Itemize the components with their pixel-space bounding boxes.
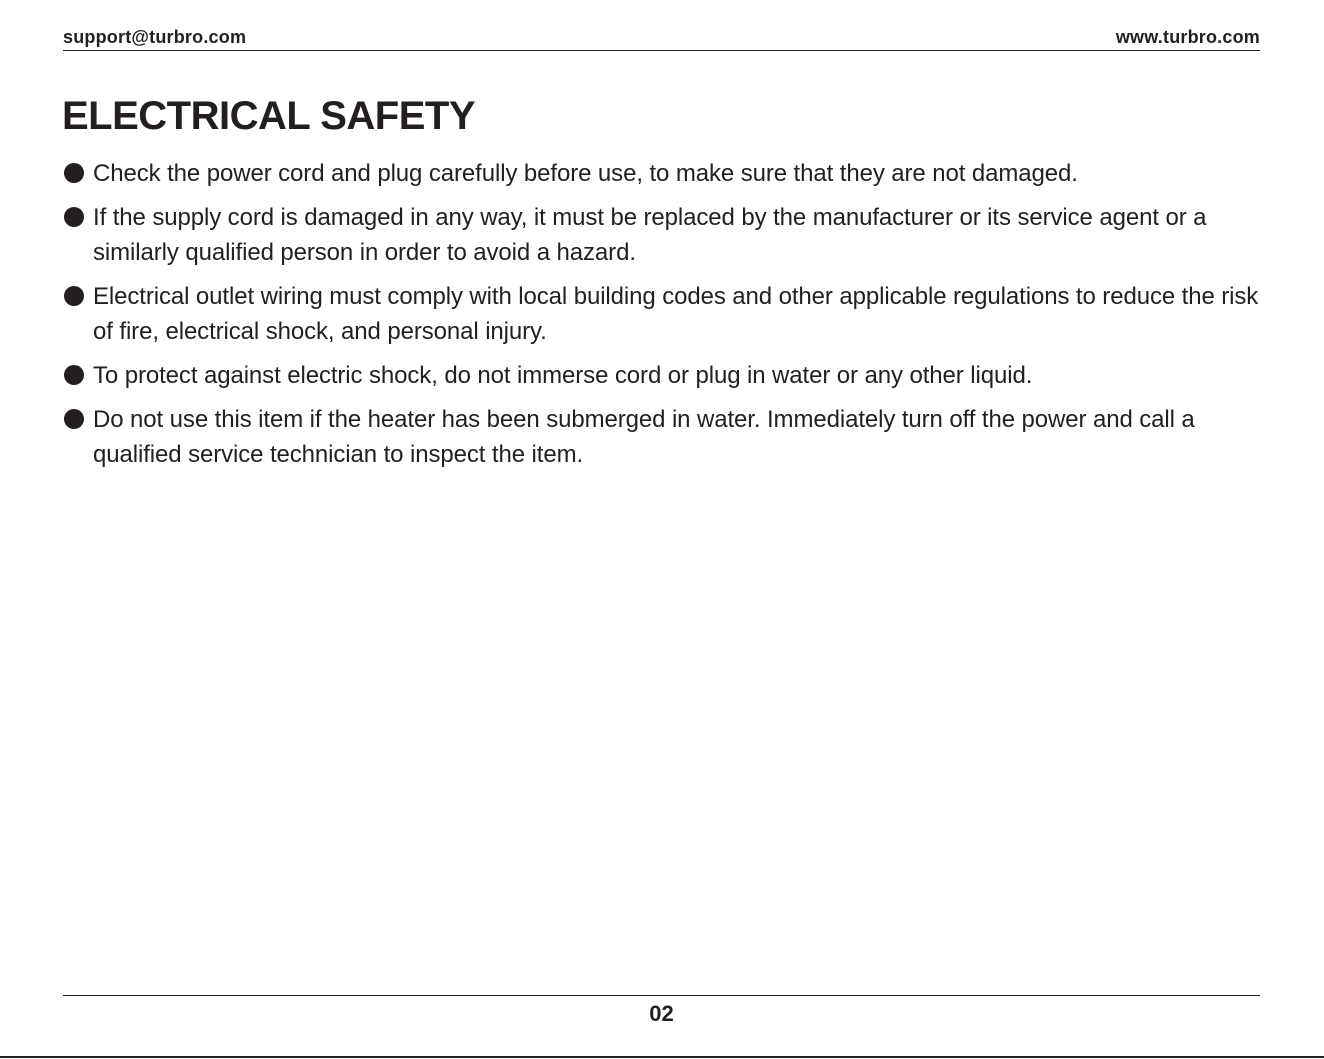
bullet-item bbox=[63, 156, 1263, 191]
bullet-dot-icon bbox=[64, 286, 84, 306]
bullet-text: To protect against electric shock, do not immerse cord or plug in water or any other liquid. bbox=[93, 362, 1033, 389]
bullet-dot-icon bbox=[64, 409, 84, 429]
page-footer bbox=[63, 995, 1260, 1026]
bullet-text: If the supply cord is damaged in any way, it must be replaced by the manufacturer or its service agent or a similarly qualified person in order to avoid a hazard. bbox=[93, 204, 1207, 266]
bullet-text: Do not use this item if the heater has been submerged in water. Immediately turn off the power and call a qualified service technician to inspect the item. bbox=[93, 406, 1195, 468]
bullet-item bbox=[63, 358, 1263, 393]
page-title: ELECTRICAL SAFETY bbox=[62, 94, 476, 138]
bullet-dot-icon bbox=[64, 365, 84, 385]
bullet-dot-icon bbox=[64, 163, 84, 183]
page-number: 02 bbox=[649, 1001, 674, 1026]
bullet-item bbox=[63, 402, 1263, 472]
bullet-dot-icon bbox=[64, 207, 84, 227]
bullet-item bbox=[63, 200, 1263, 270]
safety-bullet-list bbox=[63, 156, 1263, 481]
website-url: www.turbro.com bbox=[1115, 27, 1260, 47]
bullet-text: Check the power cord and plug carefully before use, to make sure that they are not damaged. bbox=[93, 160, 1078, 187]
bottom-divider bbox=[0, 1056, 1324, 1058]
page-header bbox=[63, 25, 1260, 51]
bullet-item bbox=[63, 279, 1263, 349]
bullet-text: Electrical outlet wiring must comply with local building codes and other applicable regulations to reduce the risk of fire, electrical shock, and personal injury. bbox=[93, 283, 1259, 345]
support-email: support@turbro.com bbox=[63, 27, 247, 47]
